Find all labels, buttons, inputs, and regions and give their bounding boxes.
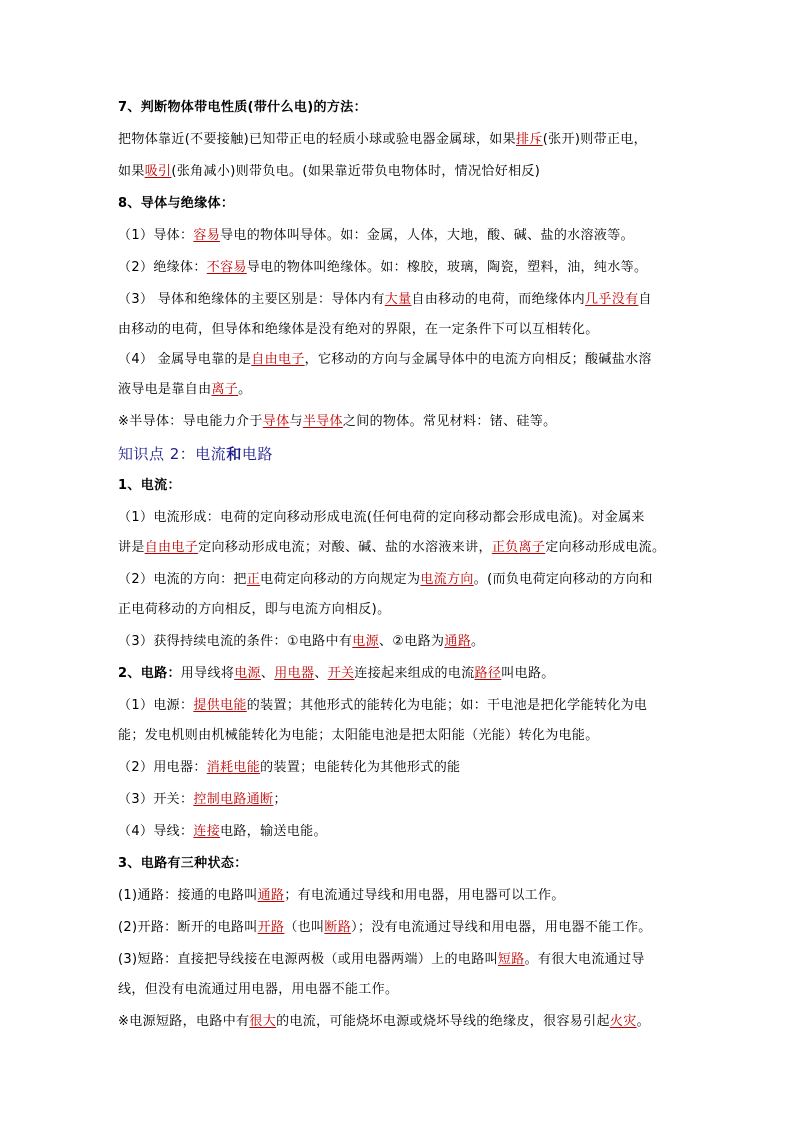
text-segment: 液导电是靠自由 [118, 382, 212, 397]
subsection-heading [118, 194, 684, 214]
text-line [118, 886, 684, 906]
highlighted-term: 排斥 [516, 132, 543, 147]
highlighted-term: 正 [246, 572, 261, 587]
highlighted-term: 电流方向 [420, 572, 474, 587]
text-segment: 2、电路： [118, 666, 181, 681]
text-segment: 、 [260, 666, 275, 681]
text-segment: （2）绝缘体： [118, 260, 207, 275]
text-segment: 的装置；其他形式的能转化为电能；如：干电池是把化学能转化为电 [246, 698, 648, 713]
text-segment: 的装置；电能转化为其他形式的能 [260, 760, 461, 775]
highlighted-term: 断路 [324, 920, 352, 935]
highlighted-term: 不容易 [206, 260, 247, 275]
highlighted-term: 正负离子 [491, 540, 546, 555]
text-segment: （4） 金属导电靠的是 [118, 352, 252, 367]
text-line [118, 726, 684, 746]
text-line [118, 412, 684, 432]
text-segment: 自由移动的电荷，而绝缘体内 [411, 292, 586, 307]
text-segment: ，它移动的方向与金属导体中的电流方向相反；酸碱盐水溶 [304, 352, 652, 367]
text-segment: 。 [238, 382, 252, 397]
highlighted-term: 控制电路通断 [193, 792, 274, 807]
highlighted-term: 连接 [193, 824, 221, 839]
highlighted-term: 导体 [262, 414, 290, 429]
text-segment: 定向移动形成电流。 [545, 540, 666, 555]
text-segment: （3） 导体和绝缘体的主要区别是：导体内有 [118, 292, 385, 307]
text-segment: 的电流，可能烧坏电源或烧坏导线的绝缘皮，很容易引起 [276, 1014, 610, 1029]
text-segment: （1）导体： [118, 228, 194, 243]
text-segment: 导电的物体叫绝缘体。如：橡胶，玻璃，陶瓷，塑料，油，纯水等。 [246, 260, 648, 275]
section-heading [118, 444, 684, 464]
text-line [118, 508, 684, 528]
subsection-heading [118, 854, 684, 874]
text-segment: (张角减小)则带负电。(如果靠近带负电物体时，情况恰好相反) [171, 164, 541, 179]
text-segment: （1）电流形成：电荷的定向移动形成电流(任何电荷的定向移动都会形成电流)。对金属来 [118, 510, 645, 525]
text-segment: （3）获得持续电流的条件：①电路中有 [118, 634, 353, 649]
highlighted-term: 几乎没有 [585, 292, 639, 307]
text-line [118, 696, 684, 716]
text-line [118, 980, 684, 1000]
text-line [118, 320, 684, 340]
text-segment: 用导线将 [180, 666, 235, 681]
text-line [118, 258, 684, 278]
text-segment: 正电荷移动的方向相反，即与电流方向相反)。 [118, 602, 391, 617]
text-segment: 。 [471, 634, 485, 649]
highlighted-term: 火灾 [609, 1014, 637, 1029]
text-segment: ※电源短路，电路中有 [118, 1014, 250, 1029]
text-segment: 线，但没有电流通过用电器，用电器不能工作。 [118, 982, 399, 997]
text-segment: 导电的物体叫导体。如：金属，人体，大地，酸、碱、盐的水溶液等。 [220, 228, 634, 243]
highlighted-term: 通路 [257, 888, 285, 903]
highlighted-term: 吸引 [144, 164, 172, 179]
text-line [118, 600, 684, 620]
text-segment: 自 [638, 292, 652, 307]
text-line [118, 350, 684, 370]
text-segment: ※半导体：导电能力介于 [118, 414, 263, 429]
text-line [118, 380, 684, 400]
text-segment: ）；没有电流通过导线和用电器，用电器不能工作。 [351, 920, 652, 935]
highlighted-term: 消耗电能 [206, 760, 261, 775]
text-line [118, 950, 684, 970]
text-segment: 。 [636, 1014, 650, 1029]
text-segment: 7、判断物体带电性质(带什么电)的方法： [118, 100, 367, 115]
text-segment: 能；发电机则由机械能转化为电能；太阳能电池是把太阳能（光能）转化为电能。 [118, 728, 599, 743]
text-segment: 定向移动形成电流；对酸、碱、盐的水溶液来讲， [198, 540, 492, 555]
highlighted-term: 自由电子 [144, 540, 199, 555]
text-line [118, 162, 684, 182]
highlighted-term: 大量 [384, 292, 412, 307]
text-line [118, 664, 684, 684]
text-segment: 电路，输送电能。 [220, 824, 327, 839]
text-segment: 叫电路。 [501, 666, 555, 681]
text-line [118, 1012, 684, 1032]
subsection-heading [118, 98, 684, 118]
text-segment: 、②电路为 [378, 634, 445, 649]
text-segment: 把物体靠近(不要接触)已知带正电的轻质小球或验电器金属球，如果 [118, 132, 516, 147]
text-line [118, 790, 684, 810]
highlighted-term: 开关 [327, 666, 355, 681]
text-segment: 如果 [118, 164, 145, 179]
text-line [118, 290, 684, 310]
text-segment: （2）电流的方向：把 [118, 572, 247, 587]
text-segment: (张开)则带正电， [542, 132, 647, 147]
text-line [118, 130, 684, 150]
text-line [118, 632, 684, 652]
text-segment: 。(而负电荷定向移动的方向和 [473, 572, 653, 587]
text-line [118, 758, 684, 778]
highlighted-term: 路径 [474, 666, 502, 681]
highlighted-term: 电源 [234, 666, 261, 681]
text-segment: 和 [226, 445, 242, 463]
text-segment: 、 [314, 666, 328, 681]
text-line [118, 822, 684, 842]
text-segment: 。有很大电流通过导 [524, 952, 645, 967]
text-segment: （4）导线： [118, 824, 194, 839]
text-segment: 8、导体与绝缘体： [118, 196, 235, 211]
text-segment: 由移动的电荷，但导体和绝缘体是没有绝对的界限，在一定条件下可以互相转化。 [118, 322, 599, 337]
text-segment: 电路 [241, 445, 273, 463]
text-segment: ；有电流通过导线和用电器，用电器可以工作。 [284, 888, 565, 903]
text-segment: 电荷定向移动的方向规定为 [260, 572, 421, 587]
text-segment: (1)通路：接通的电路叫 [118, 888, 258, 903]
text-segment: （3）开关： [118, 792, 194, 807]
text-segment: (2)开路：断开的电路叫 [118, 920, 258, 935]
text-segment: 知识点 2：电流 [118, 445, 227, 463]
highlighted-term: 用电器 [274, 666, 315, 681]
text-segment: （2）用电器： [118, 760, 207, 775]
highlighted-term: 自由电子 [251, 352, 305, 367]
text-segment: 3、电路有三种状态： [118, 856, 248, 871]
text-segment: （也叫 [284, 920, 325, 935]
text-segment: 连接起来组成的电流 [354, 666, 475, 681]
text-segment: 之间的物体。常见材料：锗、硅等。 [342, 414, 557, 429]
highlighted-term: 开路 [257, 920, 285, 935]
highlighted-term: 很大 [249, 1014, 277, 1029]
subsection-heading [118, 476, 684, 496]
text-segment: (3)短路：直接把导线接在电源两极（或用电器两端）上的电路叫 [118, 952, 498, 967]
highlighted-term: 电源 [352, 634, 379, 649]
text-line [118, 538, 684, 558]
highlighted-term: 半导体 [302, 414, 343, 429]
text-segment: 讲是 [118, 540, 145, 555]
highlighted-term: 提供电能 [193, 698, 247, 713]
text-line [118, 918, 684, 938]
text-segment: 1、电流： [118, 478, 181, 493]
highlighted-term: 短路 [497, 952, 525, 967]
highlighted-term: 通路 [444, 634, 472, 649]
highlighted-term: 容易 [193, 228, 221, 243]
highlighted-term: 离子 [211, 382, 239, 397]
text-segment: ； [273, 792, 287, 807]
text-line [118, 570, 684, 590]
text-segment: （1）电源： [118, 698, 194, 713]
text-segment: 与 [289, 414, 303, 429]
text-line [118, 226, 684, 246]
